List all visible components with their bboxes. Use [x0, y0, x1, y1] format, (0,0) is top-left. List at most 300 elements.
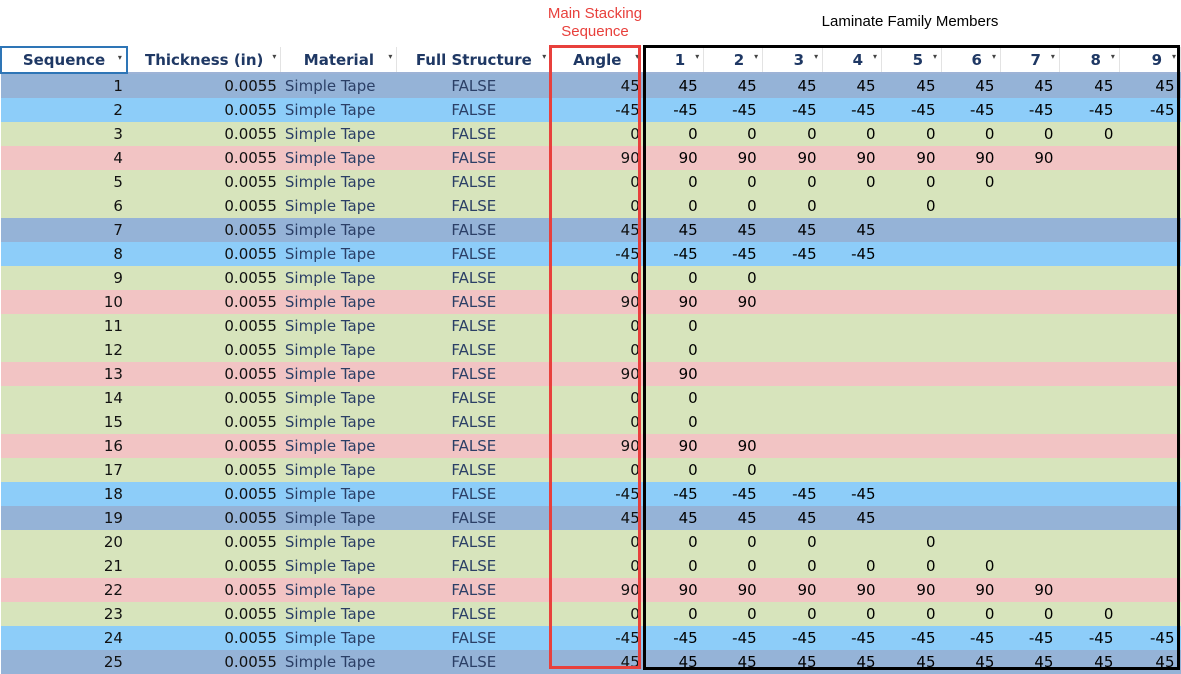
filter-dropdown-icon[interactable]: ▾	[272, 52, 277, 61]
member-cell[interactable]	[1119, 290, 1180, 314]
member-cell[interactable]: 90	[678, 437, 698, 455]
material-cell[interactable]: Simple Tape	[284, 581, 376, 599]
member-cell[interactable]	[942, 290, 1001, 314]
member-cell[interactable]: -45	[1088, 101, 1114, 119]
member-cell[interactable]: 45	[737, 77, 757, 95]
angle-cell[interactable]: 90	[620, 365, 640, 383]
sequence-cell[interactable]: 10	[103, 293, 123, 311]
thickness-cell[interactable]: 0.0055	[224, 173, 277, 191]
thickness-cell[interactable]: 0.0055	[224, 317, 277, 335]
filter-dropdown-icon[interactable]: ▾	[542, 52, 547, 61]
material-cell[interactable]: Simple Tape	[284, 125, 376, 143]
member-3-header[interactable]	[763, 47, 823, 73]
member-cell[interactable]: 0	[747, 173, 757, 191]
member-cell[interactable]: 45	[1155, 653, 1175, 671]
member-cell[interactable]	[1059, 314, 1119, 338]
filter-dropdown-icon[interactable]: ▾	[933, 52, 938, 61]
member-cell[interactable]	[1000, 194, 1059, 218]
member-cell[interactable]: -45	[732, 629, 757, 647]
member-cell[interactable]: -45	[851, 101, 876, 119]
member-cell[interactable]: 0	[688, 173, 698, 191]
member-cell[interactable]	[942, 266, 1001, 290]
member-cell[interactable]	[823, 266, 882, 290]
member-cell[interactable]	[763, 386, 823, 410]
angle-cell[interactable]: 90	[620, 293, 640, 311]
member-cell[interactable]	[1119, 386, 1180, 410]
filter-dropdown-icon[interactable]: ▾	[695, 52, 700, 61]
angle-cell[interactable]: 0	[630, 173, 640, 191]
thickness-cell[interactable]: 0.0055	[224, 485, 277, 503]
sequence-cell[interactable]: 24	[103, 629, 123, 647]
member-cell[interactable]: 45	[797, 653, 817, 671]
member-cell[interactable]	[823, 290, 882, 314]
member-cell[interactable]: -45	[1150, 629, 1175, 647]
member-cell[interactable]	[1119, 578, 1180, 602]
member-cell[interactable]	[1000, 530, 1059, 554]
member-cell[interactable]	[1000, 362, 1059, 386]
member-cell[interactable]	[823, 362, 882, 386]
sequence-cell[interactable]: 9	[113, 269, 123, 287]
thickness-cell[interactable]: 0.0055	[224, 149, 277, 167]
sequence-cell[interactable]: 8	[113, 245, 123, 263]
member-cell[interactable]: -45	[673, 101, 698, 119]
full-structure-cell[interactable]: FALSE	[451, 221, 497, 239]
member-cell[interactable]: -45	[911, 101, 936, 119]
member-cell[interactable]: 45	[916, 653, 936, 671]
full-structure-cell[interactable]: FALSE	[451, 461, 497, 479]
member-cell[interactable]: 90	[678, 149, 698, 167]
thickness-cell[interactable]: 0.0055	[224, 365, 277, 383]
sequence-cell[interactable]: 17	[103, 461, 123, 479]
member-cell[interactable]: 0	[984, 125, 995, 143]
member-cell[interactable]	[823, 314, 882, 338]
member-cell[interactable]: -45	[792, 245, 817, 263]
member-cell[interactable]	[942, 194, 1001, 218]
member-cell[interactable]: 90	[678, 581, 698, 599]
member-cell[interactable]: 0	[688, 413, 698, 431]
member-cell[interactable]	[1000, 338, 1059, 362]
angle-cell[interactable]: 45	[620, 77, 640, 95]
material-cell[interactable]: Simple Tape	[284, 365, 376, 383]
thickness-cell[interactable]: 0.0055	[224, 509, 277, 527]
member-cell[interactable]	[882, 506, 942, 530]
sequence-cell[interactable]: 14	[103, 389, 123, 407]
member-cell[interactable]	[1119, 410, 1180, 434]
member-cell[interactable]	[763, 410, 823, 434]
member-cell[interactable]	[942, 506, 1001, 530]
member-9-header[interactable]	[1119, 47, 1180, 73]
member-cell[interactable]: 45	[1094, 77, 1114, 95]
full-structure-cell[interactable]: FALSE	[451, 149, 497, 167]
member-cell[interactable]: -45	[911, 629, 936, 647]
member-cell[interactable]: 0	[747, 605, 757, 623]
member-cell[interactable]: 90	[678, 293, 698, 311]
member-cell[interactable]: 0	[747, 557, 757, 575]
member-cell[interactable]: 90	[916, 581, 936, 599]
member-cell[interactable]	[1119, 602, 1180, 626]
member-cell[interactable]: 0	[1103, 125, 1114, 143]
member-cell[interactable]	[823, 194, 882, 218]
member-cell[interactable]: 0	[1103, 605, 1114, 623]
sequence-cell[interactable]: 16	[103, 437, 123, 455]
member-cell[interactable]	[1119, 170, 1180, 194]
member-cell[interactable]	[1119, 146, 1180, 170]
member-cell[interactable]: 0	[688, 125, 698, 143]
full-structure-cell[interactable]: FALSE	[451, 173, 497, 191]
member-cell[interactable]: 0	[866, 557, 876, 575]
member-cell[interactable]	[1000, 554, 1059, 578]
member-cell[interactable]	[1119, 362, 1180, 386]
member-cell[interactable]: 45	[975, 653, 995, 671]
full-structure-cell[interactable]: FALSE	[451, 605, 497, 623]
sequence-cell[interactable]: 5	[113, 173, 123, 191]
member-cell[interactable]	[882, 314, 942, 338]
member-cell[interactable]: 0	[984, 605, 995, 623]
filter-dropdown-icon[interactable]: ▾	[1050, 52, 1055, 61]
member-cell[interactable]	[882, 410, 942, 434]
thickness-cell[interactable]: 0.0055	[224, 413, 277, 431]
member-cell[interactable]	[1000, 482, 1059, 506]
member-cell[interactable]: 90	[856, 581, 876, 599]
thickness-cell[interactable]: 0.0055	[224, 245, 277, 263]
sequence-cell[interactable]: 15	[103, 413, 123, 431]
member-cell[interactable]: 45	[737, 509, 757, 527]
filter-dropdown-icon[interactable]: ▾	[754, 52, 759, 61]
material-cell[interactable]: Simple Tape	[284, 221, 376, 239]
full-structure-cell[interactable]: FALSE	[451, 341, 497, 359]
member-7-header[interactable]	[1000, 47, 1059, 73]
member-cell[interactable]	[1000, 266, 1059, 290]
member-cell[interactable]	[1119, 554, 1180, 578]
member-cell[interactable]: -45	[1028, 101, 1054, 119]
member-cell[interactable]: 45	[797, 221, 817, 239]
full-structure-cell[interactable]: FALSE	[451, 389, 497, 407]
material-cell[interactable]: Simple Tape	[284, 149, 376, 167]
member-cell[interactable]: -45	[969, 629, 995, 647]
sequence-cell[interactable]: 20	[103, 533, 123, 551]
member-cell[interactable]	[1000, 386, 1059, 410]
member-cell[interactable]: 90	[916, 149, 936, 167]
member-cell[interactable]	[763, 314, 823, 338]
thickness-cell[interactable]: 0.0055	[224, 389, 277, 407]
member-cell[interactable]: 0	[747, 533, 757, 551]
member-cell[interactable]: 90	[975, 149, 995, 167]
member-cell[interactable]	[763, 362, 823, 386]
member-cell[interactable]: 0	[747, 197, 757, 215]
sequence-cell[interactable]: 7	[113, 221, 123, 239]
full-structure-header[interactable]	[397, 47, 551, 73]
member-cell[interactable]	[882, 242, 942, 266]
thickness-cell[interactable]: 0.0055	[224, 269, 277, 287]
member-cell[interactable]	[1059, 218, 1119, 242]
member-cell[interactable]: 0	[688, 533, 698, 551]
member-cell[interactable]	[823, 434, 882, 458]
thickness-cell[interactable]: 0.0055	[224, 629, 277, 647]
member-cell[interactable]	[942, 434, 1001, 458]
sequence-cell[interactable]: 2	[113, 101, 123, 119]
member-cell[interactable]: 90	[1034, 149, 1054, 167]
filter-dropdown-icon[interactable]: ▾	[1110, 52, 1115, 61]
thickness-cell[interactable]: 0.0055	[224, 125, 277, 143]
member-cell[interactable]	[763, 338, 823, 362]
member-cell[interactable]: 0	[866, 125, 876, 143]
member-cell[interactable]: 0	[866, 173, 876, 191]
member-cell[interactable]: 90	[678, 365, 698, 383]
angle-cell[interactable]: 0	[630, 413, 640, 431]
member-cell[interactable]	[1059, 530, 1119, 554]
member-cell[interactable]: 90	[737, 293, 757, 311]
member-cell[interactable]: -45	[792, 629, 817, 647]
member-cell[interactable]	[1000, 290, 1059, 314]
member-cell[interactable]	[882, 458, 942, 482]
member-cell[interactable]: 45	[856, 509, 876, 527]
member-cell[interactable]	[1119, 242, 1180, 266]
member-cell[interactable]: 45	[737, 221, 757, 239]
angle-header[interactable]	[551, 47, 644, 73]
member-cell[interactable]: 0	[984, 557, 995, 575]
member-cell[interactable]	[1059, 458, 1119, 482]
member-cell[interactable]	[882, 386, 942, 410]
member-cell[interactable]	[1119, 218, 1180, 242]
member-cell[interactable]: -45	[851, 485, 876, 503]
member-cell[interactable]: -45	[673, 629, 698, 647]
member-cell[interactable]	[1000, 314, 1059, 338]
member-cell[interactable]: 0	[747, 125, 757, 143]
angle-cell[interactable]: 0	[630, 125, 640, 143]
member-cell[interactable]: 0	[688, 461, 698, 479]
member-cell[interactable]: 0	[925, 125, 936, 143]
member-cell[interactable]: 45	[1034, 77, 1054, 95]
member-cell[interactable]: -45	[732, 101, 757, 119]
member-cell[interactable]	[1059, 194, 1119, 218]
member-5-header[interactable]	[882, 47, 942, 73]
member-cell[interactable]	[704, 362, 763, 386]
member-cell[interactable]: -45	[673, 245, 698, 263]
member-cell[interactable]	[1059, 362, 1119, 386]
member-cell[interactable]: 90	[797, 149, 817, 167]
member-cell[interactable]: 90	[737, 149, 757, 167]
angle-cell[interactable]: -45	[615, 485, 640, 503]
member-cell[interactable]	[1059, 410, 1119, 434]
member-cell[interactable]: 0	[688, 197, 698, 215]
member-cell[interactable]	[1000, 218, 1059, 242]
material-cell[interactable]: Simple Tape	[284, 173, 376, 191]
sequence-header[interactable]	[1, 47, 127, 73]
thickness-cell[interactable]: 0.0055	[224, 653, 277, 671]
angle-cell[interactable]: -45	[615, 101, 640, 119]
full-structure-cell[interactable]: FALSE	[451, 557, 497, 575]
member-cell[interactable]: 90	[737, 437, 757, 455]
member-cell[interactable]	[823, 458, 882, 482]
full-structure-cell[interactable]: FALSE	[451, 293, 497, 311]
filter-dropdown-icon[interactable]: ▾	[388, 52, 393, 61]
member-cell[interactable]	[704, 314, 763, 338]
member-8-header[interactable]	[1059, 47, 1119, 73]
member-cell[interactable]: 45	[856, 221, 876, 239]
member-cell[interactable]	[882, 266, 942, 290]
member-cell[interactable]	[1059, 242, 1119, 266]
member-cell[interactable]: 0	[688, 389, 698, 407]
sequence-cell[interactable]: 3	[113, 125, 123, 143]
member-cell[interactable]: 45	[1034, 653, 1054, 671]
full-structure-cell[interactable]: FALSE	[451, 485, 497, 503]
member-cell[interactable]: 0	[866, 605, 876, 623]
member-cell[interactable]	[823, 530, 882, 554]
member-cell[interactable]	[882, 338, 942, 362]
member-cell[interactable]	[882, 290, 942, 314]
thickness-cell[interactable]: 0.0055	[224, 101, 277, 119]
member-cell[interactable]	[1119, 434, 1180, 458]
angle-cell[interactable]: 45	[620, 509, 640, 527]
member-cell[interactable]: 45	[856, 653, 876, 671]
thickness-cell[interactable]: 0.0055	[224, 197, 277, 215]
angle-cell[interactable]: 0	[630, 557, 640, 575]
member-cell[interactable]	[1059, 290, 1119, 314]
member-cell[interactable]: 0	[807, 557, 817, 575]
member-cell[interactable]	[1119, 314, 1180, 338]
full-structure-cell[interactable]: FALSE	[451, 629, 497, 647]
full-structure-cell[interactable]: FALSE	[451, 269, 497, 287]
member-cell[interactable]	[942, 530, 1001, 554]
angle-cell[interactable]: 0	[630, 269, 640, 287]
full-structure-cell[interactable]: FALSE	[451, 413, 497, 431]
material-cell[interactable]: Simple Tape	[284, 341, 376, 359]
material-cell[interactable]: Simple Tape	[284, 269, 376, 287]
member-cell[interactable]	[763, 266, 823, 290]
member-6-header[interactable]	[942, 47, 1001, 73]
member-cell[interactable]	[704, 410, 763, 434]
full-structure-cell[interactable]: FALSE	[451, 317, 497, 335]
sequence-cell[interactable]: 11	[103, 317, 123, 335]
material-cell[interactable]: Simple Tape	[284, 317, 376, 335]
member-cell[interactable]: 0	[747, 461, 757, 479]
sequence-cell[interactable]: 23	[103, 605, 123, 623]
member-cell[interactable]: -45	[792, 101, 817, 119]
member-cell[interactable]: -45	[851, 245, 876, 263]
member-cell[interactable]: 0	[688, 269, 698, 287]
member-cell[interactable]	[1059, 170, 1119, 194]
member-cell[interactable]	[704, 338, 763, 362]
angle-cell[interactable]: 0	[630, 533, 640, 551]
full-structure-cell[interactable]: FALSE	[451, 533, 497, 551]
member-cell[interactable]	[1000, 242, 1059, 266]
material-cell[interactable]: Simple Tape	[284, 293, 376, 311]
angle-cell[interactable]: 90	[620, 149, 640, 167]
member-cell[interactable]	[823, 338, 882, 362]
member-cell[interactable]: 45	[1155, 77, 1175, 95]
member-cell[interactable]	[1000, 410, 1059, 434]
material-cell[interactable]: Simple Tape	[284, 533, 376, 551]
member-cell[interactable]: 0	[807, 125, 817, 143]
filter-dropdown-icon[interactable]: ▾	[635, 52, 640, 61]
member-cell[interactable]: 0	[747, 269, 757, 287]
member-cell[interactable]	[763, 434, 823, 458]
member-cell[interactable]: 0	[688, 605, 698, 623]
member-2-header[interactable]	[704, 47, 763, 73]
member-cell[interactable]: 0	[807, 173, 817, 191]
member-cell[interactable]: -45	[732, 245, 757, 263]
member-cell[interactable]: 0	[984, 173, 995, 191]
material-cell[interactable]: Simple Tape	[284, 413, 376, 431]
material-cell[interactable]: Simple Tape	[284, 77, 376, 95]
member-cell[interactable]: 45	[678, 77, 698, 95]
filter-dropdown-icon[interactable]: ▾	[117, 53, 122, 62]
angle-cell[interactable]: 0	[630, 389, 640, 407]
material-header[interactable]	[281, 47, 397, 73]
full-structure-cell[interactable]: FALSE	[451, 653, 497, 671]
member-cell[interactable]	[763, 458, 823, 482]
member-cell[interactable]: 90	[797, 581, 817, 599]
member-cell[interactable]	[1119, 266, 1180, 290]
member-cell[interactable]	[942, 218, 1001, 242]
angle-cell[interactable]: 0	[630, 197, 640, 215]
member-cell[interactable]: -45	[1088, 629, 1114, 647]
member-cell[interactable]: 0	[688, 341, 698, 359]
full-structure-cell[interactable]: FALSE	[451, 77, 497, 95]
angle-cell[interactable]: 90	[620, 581, 640, 599]
member-cell[interactable]: 45	[1094, 653, 1114, 671]
thickness-cell[interactable]: 0.0055	[224, 437, 277, 455]
sequence-cell[interactable]: 18	[103, 485, 123, 503]
member-cell[interactable]	[1059, 506, 1119, 530]
sequence-cell[interactable]: 22	[103, 581, 123, 599]
full-structure-cell[interactable]: FALSE	[451, 101, 497, 119]
angle-cell[interactable]: 90	[620, 437, 640, 455]
member-cell[interactable]: 90	[1034, 581, 1054, 599]
member-cell[interactable]	[1119, 338, 1180, 362]
member-cell[interactable]	[942, 314, 1001, 338]
material-cell[interactable]: Simple Tape	[284, 509, 376, 527]
member-cell[interactable]	[1000, 458, 1059, 482]
full-structure-cell[interactable]: FALSE	[451, 197, 497, 215]
filter-dropdown-icon[interactable]: ▾	[814, 52, 819, 61]
thickness-cell[interactable]: 0.0055	[224, 605, 277, 623]
angle-cell[interactable]: 45	[620, 221, 640, 239]
member-cell[interactable]: -45	[969, 101, 995, 119]
member-cell[interactable]	[942, 410, 1001, 434]
member-cell[interactable]	[704, 386, 763, 410]
angle-cell[interactable]: 45	[620, 653, 640, 671]
member-cell[interactable]: 0	[1043, 125, 1054, 143]
member-cell[interactable]	[942, 386, 1001, 410]
member-cell[interactable]: 45	[737, 653, 757, 671]
member-cell[interactable]	[1059, 338, 1119, 362]
member-cell[interactable]: -45	[673, 485, 698, 503]
sequence-cell[interactable]: 12	[103, 341, 123, 359]
filter-dropdown-icon[interactable]: ▾	[991, 52, 996, 61]
full-structure-cell[interactable]: FALSE	[451, 581, 497, 599]
member-1-header[interactable]	[644, 47, 704, 73]
member-cell[interactable]	[882, 434, 942, 458]
member-cell[interactable]	[763, 290, 823, 314]
member-cell[interactable]: 45	[678, 221, 698, 239]
member-cell[interactable]	[1119, 194, 1180, 218]
angle-cell[interactable]: 0	[630, 461, 640, 479]
member-4-header[interactable]	[823, 47, 882, 73]
full-structure-cell[interactable]: FALSE	[451, 245, 497, 263]
member-cell[interactable]	[1059, 554, 1119, 578]
filter-dropdown-icon[interactable]: ▾	[1171, 52, 1176, 61]
member-cell[interactable]	[882, 482, 942, 506]
member-cell[interactable]	[1119, 506, 1180, 530]
full-structure-cell[interactable]: FALSE	[451, 437, 497, 455]
member-cell[interactable]	[1119, 458, 1180, 482]
member-cell[interactable]	[882, 362, 942, 386]
thickness-cell[interactable]: 0.0055	[224, 77, 277, 95]
member-cell[interactable]	[1119, 122, 1180, 146]
thickness-cell[interactable]: 0.0055	[224, 581, 277, 599]
member-cell[interactable]: 0	[807, 533, 817, 551]
